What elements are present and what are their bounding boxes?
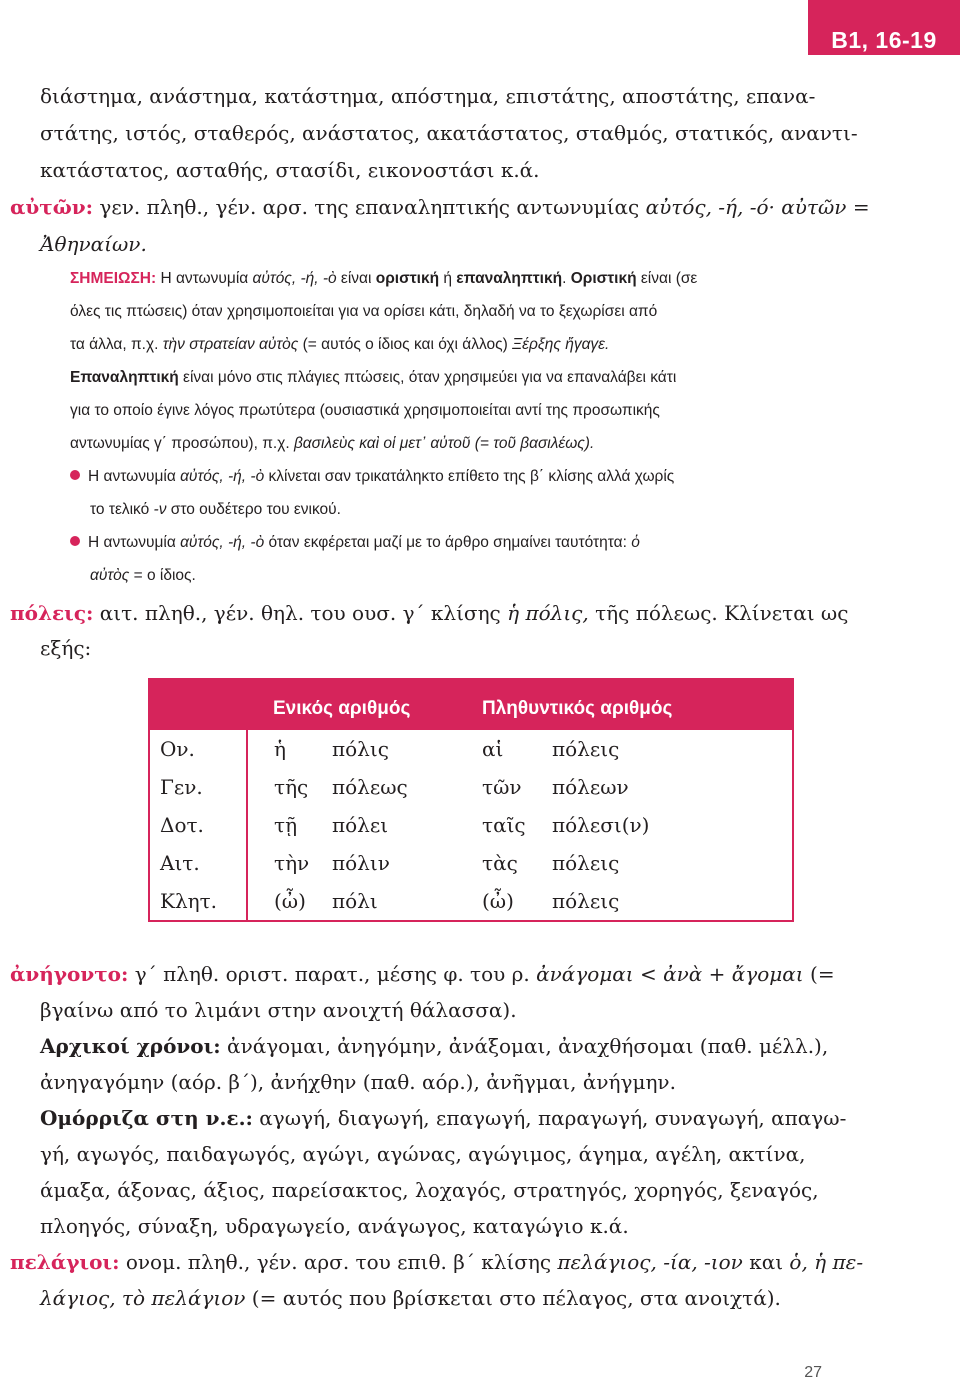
greek-form: αὐτός, -ή, -ὸ <box>180 534 265 551</box>
article-plural: τῶν <box>482 775 522 799</box>
text: ἀνάγομαι, ἀνηγόμην, ἀνάξομαι, ἀναχθήσομαι (παθ. μέλλ.), <box>220 1034 829 1058</box>
table-row <box>148 730 792 768</box>
greek-example: βασιλεὺς καὶ οἱ μετ᾽ αὐτοῦ (= τοῦ βασιλέως). <box>293 435 595 452</box>
article-plural: (ὦ) <box>482 889 514 913</box>
greek-form: αὐτός, -ή, -ὸ <box>180 468 265 485</box>
text: είναι <box>336 270 376 287</box>
text: κλίνεται σαν τρικατάληκτο επίθετο της β΄ κλίσης αλλά χωρίς <box>264 468 675 485</box>
case-label: Γεν. <box>148 768 247 806</box>
text: < <box>633 962 664 986</box>
article-singular: τῇ <box>274 813 298 837</box>
note-line: όλες τις πτώσεις) όταν χρησιμοποιείται για να ορίσει κάτι, δηλαδή να το ξεχωρίσει από <box>70 303 658 320</box>
greek-form: ὁ, ἡ πε- <box>789 1250 864 1274</box>
text: = <box>846 195 870 219</box>
article-singular: τὴν <box>274 851 310 875</box>
text: είναι μόνο στις πλάγιες πτώσεις, όταν χρησιμεύει για να επαναλάβει κάτι <box>178 369 677 386</box>
text: (= αυτός ο ίδιος και όχι άλλος) <box>298 336 513 353</box>
text: γ΄ πληθ. οριστ. παρατ., μέσης φ. του ρ. <box>128 962 537 986</box>
note-line <box>90 567 196 585</box>
text: ή <box>439 270 457 287</box>
note-bullet <box>70 468 674 486</box>
text-line: Ἀθηναίων. <box>40 232 147 256</box>
noun-singular: πόλι <box>332 889 378 913</box>
table-row <box>148 882 792 920</box>
noun-plural: πόλεις <box>552 889 620 913</box>
headword-pelagioi: πελάγιοι: <box>10 1250 120 1274</box>
text-line: διάστημα, ανάστημα, κατάστημα, απόστημα, επιστάτης, αποστάτης, επανα- <box>40 84 816 108</box>
noun-plural: πόλεις <box>552 851 620 875</box>
noun-plural: πόλεων <box>552 775 629 799</box>
text: είναι (σε <box>636 270 698 287</box>
table-header-row <box>148 678 792 730</box>
note-line <box>70 435 594 453</box>
greek-form: ἡ πόλις, <box>507 601 589 625</box>
note-line <box>70 270 697 288</box>
entry-auton <box>10 195 870 219</box>
headword-anigonto: ἀνήγοντο: <box>10 962 129 986</box>
declension-table <box>148 678 792 920</box>
text: τῆς πόλεως. Κλίνεται ως <box>588 601 849 625</box>
greek-example: τὴν στρατείαν αὐτὸς <box>162 336 299 353</box>
case-label: Δοτ. <box>148 806 247 844</box>
text: + <box>702 962 732 986</box>
noun-singular: πόλει <box>332 813 389 837</box>
article-singular: (ὦ) <box>274 889 306 913</box>
text-line: άμαξα, άξονας, άξιος, παρείσακτος, λοχαγός, στρατηγός, χορηγός, ξεναγός, <box>40 1178 819 1202</box>
text: αγωγή, διαγωγή, επαγωγή, παραγωγή, συναγωγή, απαγω- <box>252 1106 847 1130</box>
text: στο ουδέτερο του ενικού. <box>166 501 341 518</box>
headword-poleis: πόλεις: <box>10 601 94 625</box>
text: το τελικό <box>90 501 154 518</box>
text: = ο ίδιος. <box>129 567 196 584</box>
article-singular: τῆς <box>274 775 309 799</box>
article-plural: ταῖς <box>482 813 526 837</box>
text: όταν εκφέρεται μαζί με το άρθρο σημαίνει ταυτότητα: <box>264 534 632 551</box>
text: Η αντωνυμία <box>156 270 253 287</box>
table-header-empty <box>148 678 247 730</box>
text-line: γή, αγωγός, παιδαγωγός, αγώγι, αγώνας, αγώγιμος, άγημα, αγέλη, ακτίνα, <box>40 1142 806 1166</box>
greek-form: πελάγιος, -ία, -ιον <box>557 1250 743 1274</box>
article-plural: τὰς <box>482 851 518 875</box>
text: αιτ. πληθ., γέν. θηλ. του ουσ. γ΄ κλίσης <box>93 601 508 625</box>
table-row <box>148 806 792 844</box>
cognates-label: Ομόρριζα στη ν.ε.: <box>40 1106 253 1130</box>
article-plural: αἱ <box>482 737 504 761</box>
bullet-icon <box>70 470 80 480</box>
text-line: στάτης, ιστός, σταθερός, ανάστατος, ακατάστατος, σταθμός, στατικός, αναντι- <box>40 121 858 145</box>
text: αντωνυμίας γ΄ προσώπου), π.χ. <box>70 435 294 452</box>
greek-form: αὐτὸς <box>90 567 130 584</box>
greek-form: ὁ <box>631 534 640 551</box>
table-row <box>148 768 792 806</box>
case-label: Αιτ. <box>148 844 247 882</box>
noun-plural: πόλεις <box>552 737 620 761</box>
greek-form: ἀνάγομαι <box>536 962 634 986</box>
greek-form: ἄγομαι <box>731 962 804 986</box>
text: και <box>742 1250 790 1274</box>
entry-pelagioi <box>10 1250 863 1274</box>
entry-anigonto <box>10 962 835 986</box>
text-line: εξής: <box>40 636 92 660</box>
text-line <box>40 1286 781 1310</box>
note-line <box>70 369 676 387</box>
headword-auton: αὐτῶν: <box>10 195 94 219</box>
text: (= <box>803 962 835 986</box>
term: Επαναληπτική <box>70 369 179 386</box>
note-line <box>70 336 609 354</box>
term: Οριστική <box>570 270 637 287</box>
entry-poleis <box>10 601 848 625</box>
table-header-plural: Πληθυντικός αριθμός <box>482 678 792 730</box>
text: Η αντωνυμία <box>88 534 181 551</box>
principal-parts-label: Αρχικοί χρόνοι: <box>40 1034 221 1058</box>
article-singular: ἡ <box>274 737 286 761</box>
greek-form: ἀνὰ <box>663 962 703 986</box>
note-line: για το οποίο έγινε λόγος πρωτύτερα (ουσιαστικά χρησιμοποιείται αντί της προσωπικής <box>70 402 660 419</box>
bullet-icon <box>70 536 80 546</box>
text: ονομ. πληθ., γέν. αρσ. του επιθ. β΄ κλίσης <box>119 1250 558 1274</box>
note-bullet <box>70 534 640 552</box>
page-number: 27 <box>804 1364 822 1381</box>
cognates <box>40 1106 846 1130</box>
greek-form: αὐτός, -ή, -ὸ <box>252 270 337 287</box>
note-label: ΣΗΜΕΙΩΣΗ: <box>70 270 157 287</box>
case-label: Κλητ. <box>148 882 247 920</box>
text-line: ἀνηγαγόμην (αόρ. β΄), ἀνήχθην (παθ. αόρ.), ἀνῆγμαι, ἀνήγμην. <box>40 1070 676 1094</box>
section-tab: B1, 16-19 <box>808 0 960 55</box>
text-line: βγαίνω από το λιμάνι στην ανοιχτή θάλασσα). <box>40 998 517 1022</box>
text-line: πλοηγός, σύναξη, υδραγωγείο, ανάγωγος, καταγώγιο κ.ά. <box>40 1214 629 1238</box>
text-line: κατάστατος, ασταθής, στασίδι, εικονοστάσι κ.ά. <box>40 158 540 182</box>
greek-form: -ν <box>153 501 167 518</box>
text: . <box>562 270 571 287</box>
term: οριστική <box>375 270 440 287</box>
greek-form: αὐτός, -ή, -ό· αὐτῶν <box>645 195 847 219</box>
table-header-singular: Ενικός αριθμός <box>247 678 482 730</box>
text: (= αυτός που βρίσκεται στο πέλαγος, στα ανοιχτά). <box>245 1286 781 1310</box>
text: γεν. πληθ., γέν. αρσ. της επαναληπτικής αντωνυμίας <box>93 195 646 219</box>
table-row <box>148 844 792 882</box>
greek-form: λάγιος, τὸ πελάγιον <box>40 1286 246 1310</box>
noun-singular: πόλιν <box>332 851 390 875</box>
text: Η αντωνυμία <box>88 468 181 485</box>
term: επαναληπτική <box>456 270 563 287</box>
case-label: Ον. <box>148 730 247 768</box>
noun-singular: πόλις <box>332 737 389 761</box>
greek-example: Ξέρξης ἤγαγε. <box>512 336 610 353</box>
noun-singular: πόλεως <box>332 775 408 799</box>
note-line <box>90 501 341 519</box>
principal-parts <box>40 1034 828 1058</box>
noun-plural: πόλεσι(ν) <box>552 813 650 837</box>
text: τα άλλα, π.χ. <box>70 336 163 353</box>
